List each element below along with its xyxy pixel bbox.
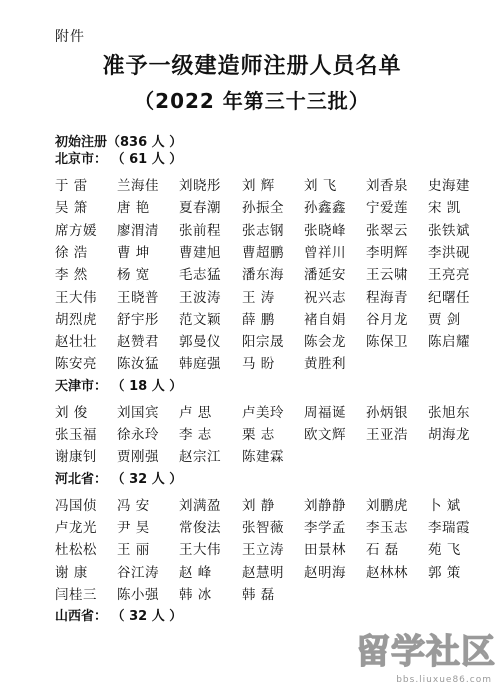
person-name: 郭曼仪 bbox=[179, 334, 221, 351]
name-row bbox=[55, 176, 495, 198]
watermark-url: bbs.liuxue86.com bbox=[396, 675, 492, 685]
name-row bbox=[55, 540, 495, 562]
person-name: 马 盼 bbox=[242, 356, 275, 373]
name-row bbox=[55, 447, 495, 469]
summary-label: 初始注册（ bbox=[55, 135, 121, 150]
person-name: 张铁斌 bbox=[428, 222, 470, 239]
person-name: 谢康钊 bbox=[55, 449, 97, 466]
section-count: （ 32 人 ） bbox=[111, 609, 183, 625]
person-name: 黄胜利 bbox=[304, 356, 346, 373]
name-row bbox=[55, 496, 495, 518]
person-name: 陈会龙 bbox=[304, 334, 346, 351]
person-name: 赵慧明 bbox=[242, 564, 284, 581]
person-name: 杜松松 bbox=[55, 542, 97, 559]
person-name: 潘东海 bbox=[242, 267, 284, 284]
person-name: 赵赞君 bbox=[117, 334, 159, 351]
person-name: 徐 浩 bbox=[55, 244, 88, 261]
person-name: 陈汝猛 bbox=[117, 356, 159, 373]
person-name: 尹 昊 bbox=[117, 519, 150, 536]
person-name: 纪曙任 bbox=[428, 289, 470, 306]
person-name: 周福诞 bbox=[304, 404, 346, 421]
person-name: 兰海佳 bbox=[117, 178, 159, 194]
person-name: 廖渭清 bbox=[117, 222, 159, 239]
person-name: 李明辉 bbox=[366, 244, 408, 261]
person-name: 贾刚强 bbox=[117, 449, 159, 466]
person-name: 闫桂三 bbox=[55, 586, 97, 603]
person-name: 卜 斌 bbox=[428, 497, 461, 514]
person-name: 唐 艳 bbox=[117, 200, 150, 217]
person-name: 李 志 bbox=[179, 427, 212, 443]
person-name: 张翠云 bbox=[366, 222, 408, 239]
document-title: 准予一级建造师注册人员名单 bbox=[102, 54, 402, 79]
name-row bbox=[55, 243, 495, 265]
person-name: 吴 箫 bbox=[55, 200, 88, 217]
person-name: 张智薇 bbox=[242, 519, 284, 536]
person-name: 赵壮壮 bbox=[55, 334, 97, 351]
person-name: 王大伟 bbox=[179, 542, 221, 559]
section-count: （ 61 人 ） bbox=[111, 152, 183, 167]
person-name: 李学孟 bbox=[304, 519, 346, 536]
section-count: （ 32 人 ） bbox=[111, 471, 183, 487]
name-row bbox=[55, 221, 495, 243]
person-name: 卢美玲 bbox=[242, 404, 284, 421]
person-name: 宋 凯 bbox=[428, 200, 461, 217]
watermark bbox=[346, 632, 496, 692]
person-name: 刘满盈 bbox=[179, 497, 221, 514]
person-name: 刘晓彤 bbox=[179, 178, 221, 194]
section-label: 河北省： bbox=[55, 471, 108, 487]
person-name: 韩庭强 bbox=[179, 356, 221, 373]
person-name: 曹 坤 bbox=[117, 244, 150, 261]
person-name: 卢龙光 bbox=[55, 519, 97, 536]
person-name: 杨 宽 bbox=[117, 267, 150, 284]
person-name: 刘静静 bbox=[304, 497, 346, 514]
person-name: 刘国宾 bbox=[117, 404, 159, 421]
person-name: 王大伟 bbox=[55, 289, 97, 306]
name-row bbox=[55, 310, 495, 332]
person-name: 苑 飞 bbox=[428, 542, 461, 559]
person-name: 石 磊 bbox=[366, 542, 399, 559]
person-name: 赵明海 bbox=[304, 564, 346, 581]
person-name: 李 然 bbox=[55, 267, 88, 284]
watermark-text: 留学社区 bbox=[356, 632, 496, 672]
section-count: （ 18 人 ） bbox=[111, 378, 183, 394]
person-name: 薛 鹏 bbox=[242, 311, 275, 328]
person-name: 郭 策 bbox=[428, 564, 461, 581]
name-row bbox=[55, 354, 495, 376]
person-name: 于 雷 bbox=[55, 178, 88, 194]
person-name: 冯 安 bbox=[117, 497, 150, 514]
document-subtitle: （2022 年第三十三批） bbox=[134, 89, 370, 113]
person-name: 王亚浩 bbox=[366, 427, 408, 443]
person-name: 张旭东 bbox=[428, 404, 470, 421]
section-heading bbox=[55, 609, 182, 625]
section-label: 天津市： bbox=[55, 378, 108, 394]
person-name: 张玉福 bbox=[55, 427, 97, 443]
person-name: 祝兴志 bbox=[304, 289, 346, 306]
person-name: 徐永玲 bbox=[117, 427, 159, 443]
person-name: 王波涛 bbox=[179, 289, 221, 306]
person-name: 曹建旭 bbox=[179, 244, 221, 261]
person-name: 欧文辉 bbox=[304, 427, 346, 443]
person-name: 李洪砚 bbox=[428, 244, 470, 261]
person-name: 舒宇彤 bbox=[117, 311, 159, 328]
person-name: 田景林 bbox=[304, 542, 346, 559]
person-name: 王 涛 bbox=[242, 289, 275, 306]
person-name: 张前程 bbox=[179, 222, 221, 239]
person-name: 刘 俊 bbox=[55, 404, 88, 421]
person-name: 毛志猛 bbox=[179, 267, 221, 284]
person-name: 宁爱莲 bbox=[366, 200, 408, 217]
person-name: 陈建霖 bbox=[242, 449, 284, 466]
person-name: 褚自娟 bbox=[304, 311, 346, 328]
person-name: 卢 思 bbox=[179, 404, 212, 421]
person-name: 曹超鹏 bbox=[242, 244, 284, 261]
person-name: 赵 峰 bbox=[179, 564, 212, 581]
section-label: 山西省： bbox=[55, 609, 108, 625]
person-name: 谷江涛 bbox=[117, 564, 159, 581]
person-name: 赵宗江 bbox=[179, 449, 221, 466]
person-name: 李瑞霞 bbox=[428, 519, 470, 536]
name-row bbox=[55, 403, 495, 425]
person-name: 刘 飞 bbox=[304, 178, 337, 194]
person-name: 刘 辉 bbox=[242, 178, 275, 194]
person-name: 陈小强 bbox=[117, 586, 159, 603]
person-name: 孙振全 bbox=[242, 200, 284, 217]
name-row bbox=[55, 563, 495, 585]
person-name: 冯国侦 bbox=[55, 497, 97, 514]
person-name: 栗 志 bbox=[242, 427, 275, 443]
person-name: 陈启耀 bbox=[428, 334, 470, 351]
person-name: 王晓普 bbox=[117, 289, 159, 306]
name-row bbox=[55, 585, 495, 607]
person-name: 王立涛 bbox=[242, 542, 284, 559]
person-name: 张志钢 bbox=[242, 222, 284, 239]
section-label: 北京市： bbox=[55, 152, 108, 167]
person-name: 王 丽 bbox=[117, 542, 150, 559]
person-name: 胡海龙 bbox=[428, 427, 470, 443]
person-name: 刘鹏虎 bbox=[366, 497, 408, 514]
section-heading bbox=[55, 472, 182, 488]
section-heading bbox=[55, 152, 182, 168]
person-name: 阳宗晟 bbox=[242, 334, 284, 351]
person-name: 李玉志 bbox=[366, 519, 408, 536]
person-name: 韩 磊 bbox=[242, 586, 275, 603]
summary-heading bbox=[55, 135, 182, 151]
name-row bbox=[55, 265, 495, 287]
person-name: 史海建 bbox=[428, 178, 470, 194]
person-name: 孙炳银 bbox=[366, 404, 408, 421]
person-name: 王亮亮 bbox=[428, 267, 470, 284]
name-row bbox=[55, 198, 495, 220]
person-name: 陈保卫 bbox=[366, 334, 408, 351]
name-row bbox=[55, 288, 495, 310]
person-name: 韩 冰 bbox=[179, 586, 212, 603]
person-name: 谢 康 bbox=[55, 564, 88, 581]
section-heading bbox=[55, 379, 182, 395]
person-name: 刘 静 bbox=[242, 497, 275, 514]
person-name: 席方媛 bbox=[55, 222, 97, 239]
person-name: 程海青 bbox=[366, 289, 408, 306]
person-name: 潘延安 bbox=[304, 267, 346, 284]
attachment-label: 附件 bbox=[55, 29, 85, 45]
person-name: 夏春潮 bbox=[179, 200, 221, 217]
name-row bbox=[55, 332, 495, 354]
person-name: 孙鑫鑫 bbox=[304, 200, 346, 217]
person-name: 陈安亮 bbox=[55, 356, 97, 373]
person-name: 贾 剑 bbox=[428, 311, 461, 328]
person-name: 张晓峰 bbox=[304, 222, 346, 239]
person-name: 王云啸 bbox=[366, 267, 408, 284]
person-name: 刘香泉 bbox=[366, 178, 408, 194]
name-row bbox=[55, 518, 495, 540]
person-name: 曾祥川 bbox=[304, 244, 346, 261]
person-name: 赵林林 bbox=[366, 564, 408, 581]
person-name: 谷月龙 bbox=[366, 311, 408, 328]
person-name: 常俊法 bbox=[179, 519, 221, 536]
person-name: 胡烈虎 bbox=[55, 311, 97, 328]
name-row bbox=[55, 425, 495, 447]
summary-count: 836 人 ） bbox=[120, 135, 183, 150]
person-name: 范文颖 bbox=[179, 311, 221, 328]
